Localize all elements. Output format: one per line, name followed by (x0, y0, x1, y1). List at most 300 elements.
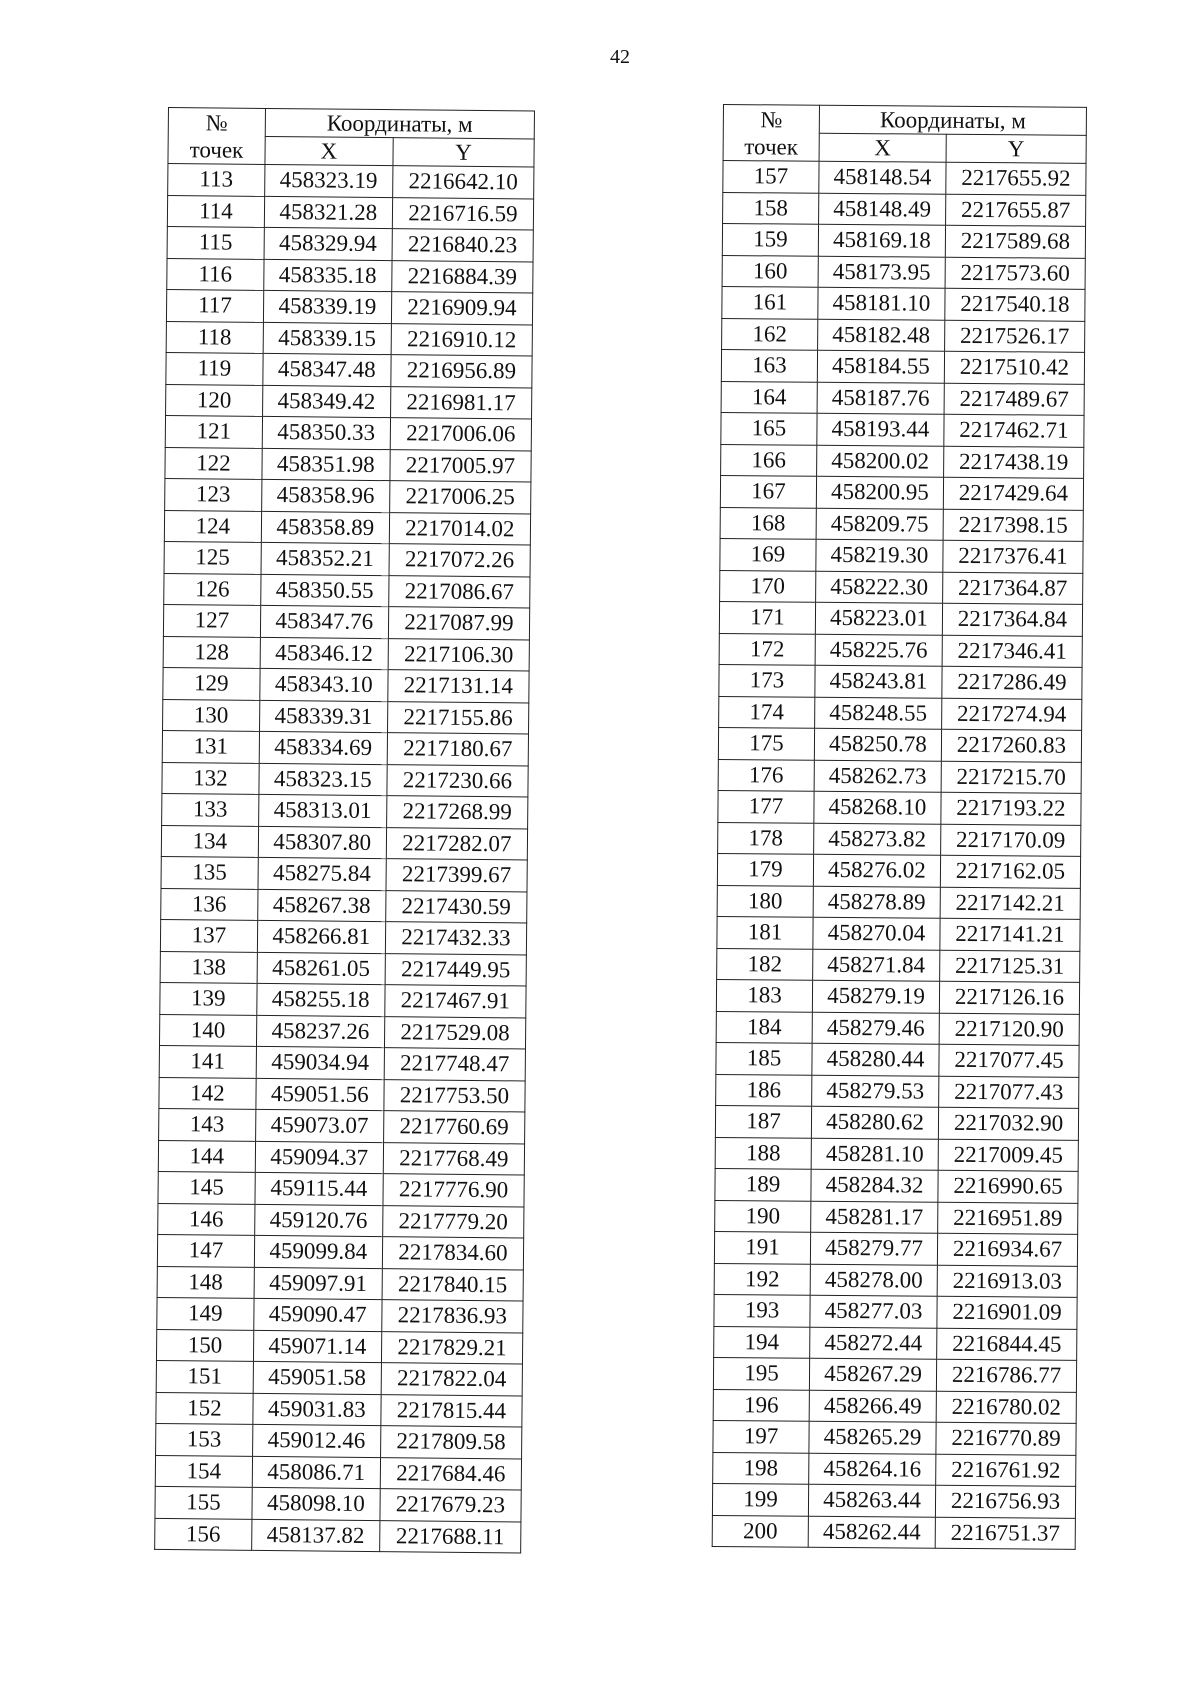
x-coordinate-cell: 458334.69 (259, 731, 387, 764)
point-number-cell: 119 (166, 352, 263, 384)
table-row (165, 447, 531, 482)
y-coordinate-cell: 2217655.87 (946, 194, 1086, 227)
point-number-cell: 198 (713, 1452, 809, 1484)
point-number-cell: 150 (156, 1329, 253, 1361)
table-row (155, 1486, 521, 1521)
table-row (723, 192, 1086, 226)
table-row (712, 1515, 1075, 1549)
coordinates-table-right (712, 104, 1087, 1550)
y-coordinate-cell: 2217087.99 (388, 607, 529, 640)
x-coordinate-cell: 458350.33 (262, 416, 390, 449)
x-coordinate-cell: 458339.19 (263, 290, 391, 323)
table-row (167, 226, 533, 261)
point-number-cell: 189 (715, 1168, 811, 1200)
table-row (718, 822, 1081, 856)
table-row (713, 1452, 1076, 1486)
y-coordinate-cell: 2217679.23 (380, 1489, 521, 1522)
x-coordinate-cell: 458347.76 (260, 605, 388, 638)
y-coordinate-cell: 2216990.65 (938, 1170, 1078, 1203)
x-coordinate-cell: 458266.81 (257, 920, 385, 953)
table-row (715, 1137, 1078, 1171)
y-coordinate-cell: 2217429.64 (943, 477, 1083, 510)
point-number-cell: 193 (714, 1294, 810, 1326)
x-coordinate-cell: 458329.94 (264, 227, 392, 260)
y-coordinate-cell: 2217376.41 (943, 540, 1083, 573)
point-number-cell: 120 (166, 384, 263, 416)
table-row (714, 1263, 1077, 1297)
y-coordinate-cell: 2217193.22 (941, 792, 1081, 825)
table-row (166, 384, 532, 419)
table-row (718, 759, 1081, 793)
table-row (158, 1171, 524, 1206)
table-row (721, 412, 1084, 446)
table-row (158, 1140, 524, 1175)
table-row (712, 1483, 1075, 1517)
table-row (722, 255, 1085, 289)
y-coordinate-cell: 2217573.60 (945, 257, 1085, 290)
point-number-cell: 162 (722, 318, 818, 350)
point-number-cell: 200 (712, 1515, 808, 1547)
point-number-cell: 129 (163, 667, 260, 699)
table-row (161, 856, 527, 891)
point-number-cell: 182 (717, 948, 813, 980)
point-number-cell: 181 (717, 916, 813, 948)
table-row (722, 286, 1085, 320)
x-coordinate-cell: 458278.00 (810, 1264, 937, 1296)
y-coordinate-cell: 2216934.67 (937, 1233, 1077, 1266)
y-coordinate-cell: 2217162.05 (940, 855, 1080, 888)
x-coordinate-cell: 458280.44 (812, 1043, 939, 1075)
point-number-cell: 140 (159, 1014, 256, 1046)
table-row (720, 570, 1083, 604)
point-number-cell: 175 (718, 727, 814, 759)
x-coordinate-cell: 458209.75 (816, 508, 943, 540)
y-coordinate-cell: 2217126.16 (939, 981, 1079, 1014)
point-number-cell: 164 (721, 381, 817, 413)
x-coordinate-cell: 458261.05 (257, 952, 385, 985)
x-coordinate-cell: 458200.95 (816, 476, 943, 508)
x-coordinate-cell: 458173.95 (818, 256, 945, 288)
y-coordinate-cell: 2217077.45 (939, 1044, 1079, 1077)
table-row (717, 853, 1080, 887)
point-number-cell: 142 (159, 1077, 256, 1109)
y-coordinate-cell: 2217005.97 (390, 449, 531, 482)
y-coordinate-cell: 2217131.14 (388, 670, 529, 703)
x-coordinate-cell: 458193.44 (817, 413, 944, 445)
table-row (714, 1326, 1077, 1360)
point-number-cell: 134 (161, 825, 258, 857)
y-coordinate-cell: 2216642.10 (392, 166, 533, 199)
x-coordinate-cell: 458223.01 (815, 602, 942, 634)
x-coordinate-cell: 458264.16 (809, 1453, 936, 1485)
table-row (167, 195, 533, 230)
table-body (155, 108, 535, 1553)
point-number-cell: 187 (715, 1105, 811, 1137)
x-column-header: X (819, 133, 946, 162)
x-coordinate-cell: 458307.80 (258, 826, 386, 859)
x-coordinate-cell: 458343.10 (260, 668, 388, 701)
y-coordinate-cell: 2217260.83 (941, 729, 1081, 762)
x-coordinate-cell: 459120.76 (254, 1204, 382, 1237)
y-coordinate-cell: 2217006.25 (389, 481, 530, 514)
x-coordinate-cell: 458148.49 (819, 193, 946, 225)
table-row (715, 1200, 1078, 1234)
x-coordinate-cell: 459090.47 (254, 1298, 382, 1331)
x-coordinate-cell: 458086.71 (252, 1456, 380, 1489)
x-coordinate-cell: 459051.58 (253, 1361, 381, 1394)
y-coordinate-cell: 2217760.69 (383, 1111, 524, 1144)
point-number-cell: 176 (718, 759, 814, 791)
x-coordinate-cell: 458281.17 (811, 1201, 938, 1233)
table-row (161, 825, 527, 860)
y-coordinate-cell: 2217776.90 (383, 1174, 524, 1207)
table-row (163, 604, 529, 639)
x-coordinate-cell: 458275.84 (258, 857, 386, 890)
table-row (160, 982, 526, 1017)
x-coordinate-cell: 459073.07 (255, 1109, 383, 1142)
point-number-cell: 126 (164, 573, 261, 605)
y-coordinate-cell: 2217467.91 (385, 985, 526, 1018)
table-row (721, 381, 1084, 415)
point-number-cell: 191 (714, 1231, 810, 1263)
x-coordinate-cell: 458200.02 (817, 445, 944, 477)
y-coordinate-cell: 2217655.92 (946, 162, 1086, 195)
point-number-cell: 163 (721, 349, 817, 381)
table-row (713, 1357, 1076, 1391)
x-coordinate-cell: 458276.02 (813, 854, 940, 886)
x-coordinate-cell: 458323.19 (264, 164, 392, 197)
x-coordinate-cell: 459115.44 (255, 1172, 383, 1205)
x-column-header: X (265, 136, 393, 165)
table-row (717, 885, 1080, 919)
x-coordinate-cell: 458313.01 (258, 794, 386, 827)
point-number-cell: 153 (156, 1423, 253, 1455)
y-coordinate-cell: 2217032.90 (938, 1107, 1078, 1140)
number-symbol: № (760, 106, 783, 132)
y-coordinate-cell: 2216761.92 (936, 1454, 1076, 1487)
point-number-cell: 171 (719, 601, 815, 633)
table-row (159, 1014, 525, 1049)
x-coordinate-cell: 459094.37 (255, 1141, 383, 1174)
table-row (168, 164, 534, 199)
point-number-cell: 177 (718, 790, 814, 822)
table-row (167, 258, 533, 293)
y-coordinate-cell: 2217836.93 (382, 1300, 523, 1333)
point-number-cell: 127 (163, 604, 260, 636)
table-row (157, 1297, 523, 1332)
table-row (721, 349, 1084, 383)
point-number-cell: 122 (165, 447, 262, 479)
point-number-cell: 131 (162, 730, 259, 762)
point-number-cell: 116 (167, 258, 264, 290)
point-number-cell: 118 (166, 321, 263, 353)
table-row (166, 289, 532, 324)
y-coordinate-cell: 2217398.15 (943, 509, 1083, 542)
x-coordinate-cell: 458277.03 (810, 1295, 937, 1327)
point-number-cell: 138 (160, 951, 257, 983)
point-number-cell: 188 (715, 1137, 811, 1169)
table-row (716, 979, 1079, 1013)
table-row (715, 1168, 1078, 1202)
table-body (712, 105, 1086, 1550)
x-coordinate-cell: 458339.31 (259, 700, 387, 733)
x-coordinate-cell: 458181.10 (818, 287, 945, 319)
y-coordinate-cell: 2217155.86 (387, 701, 528, 734)
x-coordinate-cell: 458184.55 (817, 350, 944, 382)
x-coordinate-cell: 458321.28 (264, 196, 392, 229)
table-row (722, 224, 1085, 258)
coordinates-header: Координаты, м (819, 105, 1086, 135)
point-number-cell: 156 (155, 1518, 252, 1550)
point-number-cell: 157 (723, 161, 819, 193)
y-coordinate-cell: 2217142.21 (940, 887, 1080, 920)
x-coordinate-cell: 458270.04 (813, 917, 940, 949)
header-row-top (723, 105, 1086, 136)
x-coordinate-cell: 458222.30 (816, 571, 943, 603)
page-number: 42 (610, 46, 630, 68)
points-word: точек (744, 133, 799, 160)
x-coordinate-cell: 459034.94 (256, 1046, 384, 1079)
y-coordinate-cell: 2216786.77 (936, 1359, 1076, 1392)
y-coordinate-cell: 2216780.02 (936, 1391, 1076, 1424)
y-coordinate-cell: 2217086.67 (389, 575, 530, 608)
x-coordinate-cell: 458250.78 (814, 728, 941, 760)
point-number-cell: 168 (720, 507, 816, 539)
y-coordinate-cell: 2217286.49 (942, 666, 1082, 699)
y-column-header: Y (393, 138, 534, 167)
x-coordinate-cell: 459071.14 (253, 1330, 381, 1363)
y-coordinate-cell: 2217006.06 (390, 418, 531, 451)
point-number-cell: 165 (721, 412, 817, 444)
point-number-cell: 114 (167, 195, 264, 227)
x-coordinate-cell: 458284.32 (811, 1169, 938, 1201)
table-row (719, 633, 1082, 667)
y-coordinate-cell: 2217529.08 (384, 1016, 525, 1049)
y-column-header: Y (946, 134, 1086, 163)
table-row (720, 475, 1083, 509)
table-row (162, 793, 528, 828)
x-coordinate-cell: 458352.21 (261, 542, 389, 575)
y-coordinate-cell: 2216909.94 (391, 292, 532, 325)
y-coordinate-cell: 2217840.15 (382, 1268, 523, 1301)
point-number-cell: 196 (713, 1389, 809, 1421)
point-number-cell: 185 (716, 1042, 812, 1074)
y-coordinate-cell: 2216756.93 (935, 1485, 1075, 1518)
point-number-cell: 186 (716, 1074, 812, 1106)
y-coordinate-cell: 2217215.70 (941, 761, 1081, 794)
y-coordinate-cell: 2216910.12 (391, 323, 532, 356)
point-number-cell: 151 (156, 1360, 253, 1392)
table-row (718, 727, 1081, 761)
point-number-cell: 148 (157, 1266, 254, 1298)
y-coordinate-cell: 2217510.42 (944, 351, 1084, 384)
point-number-cell: 166 (721, 444, 817, 476)
point-number-cell: 149 (157, 1297, 254, 1329)
y-coordinate-cell: 2217170.09 (941, 824, 1081, 857)
y-coordinate-cell: 2217768.49 (383, 1142, 524, 1175)
table-row (156, 1360, 522, 1395)
x-coordinate-cell: 458187.76 (817, 382, 944, 414)
table-row (718, 790, 1081, 824)
x-coordinate-cell: 458182.48 (818, 319, 945, 351)
x-coordinate-cell: 458347.48 (263, 353, 391, 386)
y-coordinate-cell: 2217346.41 (942, 635, 1082, 668)
x-coordinate-cell: 458255.18 (257, 983, 385, 1016)
header-row-top (168, 108, 534, 140)
y-coordinate-cell: 2217589.68 (945, 225, 1085, 258)
point-number-cell: 173 (719, 664, 815, 696)
table-row (722, 318, 1085, 352)
x-coordinate-cell: 458225.76 (815, 634, 942, 666)
point-number-cell: 113 (168, 164, 265, 196)
y-coordinate-cell: 2217834.60 (382, 1237, 523, 1270)
point-number-header (168, 108, 265, 165)
table-row (158, 1203, 524, 1238)
point-number-cell: 180 (717, 885, 813, 917)
x-coordinate-cell: 458169.18 (818, 224, 945, 256)
y-coordinate-cell: 2217399.67 (386, 859, 527, 892)
point-number-cell: 137 (160, 919, 257, 951)
coordinates-table-left (154, 107, 535, 1553)
x-coordinate-cell: 458346.12 (260, 637, 388, 670)
y-coordinate-cell: 2217268.99 (386, 796, 527, 829)
y-coordinate-cell: 2217364.84 (942, 603, 1082, 636)
y-coordinate-cell: 2216844.45 (937, 1328, 1077, 1361)
y-coordinate-cell: 2216751.37 (935, 1517, 1075, 1550)
table-row (156, 1423, 522, 1458)
y-coordinate-cell: 2216951.89 (938, 1202, 1078, 1235)
table-row (716, 1074, 1079, 1108)
table-row (159, 1077, 525, 1112)
table-row (717, 916, 1080, 950)
x-coordinate-cell: 458279.46 (812, 1012, 939, 1044)
x-coordinate-cell: 459031.83 (253, 1393, 381, 1426)
x-coordinate-cell: 458278.89 (813, 886, 940, 918)
point-number-cell: 167 (720, 475, 816, 507)
x-coordinate-cell: 458263.44 (808, 1484, 935, 1516)
x-coordinate-cell: 459099.84 (254, 1235, 382, 1268)
x-coordinate-cell: 458351.98 (262, 448, 390, 481)
table-row (157, 1266, 523, 1301)
point-number-cell: 115 (167, 226, 264, 258)
table-row (719, 601, 1082, 635)
point-number-cell: 144 (158, 1140, 255, 1172)
y-coordinate-cell: 2217526.17 (945, 320, 1085, 353)
table-row (155, 1455, 521, 1490)
point-number-cell: 159 (722, 224, 818, 256)
x-coordinate-cell: 458273.82 (814, 823, 941, 855)
y-coordinate-cell: 2217822.04 (381, 1363, 522, 1396)
y-coordinate-cell: 2217779.20 (382, 1205, 523, 1238)
table-row (713, 1420, 1076, 1454)
point-number-cell: 128 (163, 636, 260, 668)
point-number-cell: 130 (163, 699, 260, 731)
table-row (159, 1108, 525, 1143)
y-coordinate-cell: 2217449.95 (385, 953, 526, 986)
table-row (720, 538, 1083, 572)
x-coordinate-cell: 458349.42 (262, 385, 390, 418)
y-coordinate-cell: 2217438.19 (944, 446, 1084, 479)
y-coordinate-cell: 2216716.59 (392, 197, 533, 230)
point-number-cell: 195 (713, 1357, 809, 1389)
x-coordinate-cell: 458237.26 (256, 1015, 384, 1048)
point-number-cell: 135 (161, 856, 258, 888)
point-number-cell: 139 (160, 982, 257, 1014)
table-row (165, 415, 531, 450)
y-coordinate-cell: 2217688.11 (379, 1520, 520, 1553)
y-coordinate-cell: 2217106.30 (388, 638, 529, 671)
x-coordinate-cell: 458137.82 (251, 1519, 379, 1552)
x-coordinate-cell: 458148.54 (819, 161, 946, 193)
y-coordinate-cell: 2217364.87 (943, 572, 1083, 605)
table-row (162, 762, 528, 797)
point-number-cell: 179 (717, 853, 813, 885)
point-number-cell: 124 (164, 510, 261, 542)
y-coordinate-cell: 2216956.89 (391, 355, 532, 388)
x-coordinate-cell: 458219.30 (816, 539, 943, 571)
x-coordinate-cell: 458248.55 (815, 697, 942, 729)
points-word: точек (189, 136, 244, 163)
number-symbol: № (205, 109, 228, 136)
point-number-cell: 133 (162, 793, 259, 825)
x-coordinate-cell: 458279.53 (812, 1075, 939, 1107)
point-number-cell: 192 (714, 1263, 810, 1295)
x-coordinate-cell: 458280.62 (811, 1106, 938, 1138)
point-number-cell: 147 (157, 1234, 254, 1266)
point-number-cell: 172 (719, 633, 815, 665)
point-number-cell: 197 (713, 1420, 809, 1452)
point-number-cell: 194 (714, 1326, 810, 1358)
x-coordinate-cell: 458335.18 (264, 259, 392, 292)
point-number-cell: 174 (719, 696, 815, 728)
point-number-cell: 152 (156, 1392, 253, 1424)
table-row (715, 1105, 1078, 1139)
table-row (163, 636, 529, 671)
x-coordinate-cell: 458243.81 (815, 665, 942, 697)
y-coordinate-cell: 2217753.50 (384, 1079, 525, 1112)
y-coordinate-cell: 2217748.47 (384, 1048, 525, 1081)
x-coordinate-cell: 458271.84 (813, 949, 940, 981)
point-number-cell: 183 (716, 979, 812, 1011)
table-row (719, 696, 1082, 730)
x-coordinate-cell: 458098.10 (252, 1487, 380, 1520)
y-coordinate-cell: 2216981.17 (390, 386, 531, 419)
y-coordinate-cell: 2217014.02 (389, 512, 530, 545)
table-row (164, 573, 530, 608)
point-number-cell: 141 (159, 1045, 256, 1077)
table-row (163, 667, 529, 702)
x-coordinate-cell: 458281.10 (811, 1138, 938, 1170)
point-number-cell: 145 (158, 1171, 255, 1203)
table-row (164, 541, 530, 576)
x-coordinate-cell: 458358.96 (261, 479, 389, 512)
y-coordinate-cell: 2217489.67 (944, 383, 1084, 416)
point-number-cell: 132 (162, 762, 259, 794)
x-coordinate-cell: 458323.15 (259, 763, 387, 796)
y-coordinate-cell: 2217432.33 (385, 922, 526, 955)
table-row (162, 730, 528, 765)
x-coordinate-cell: 458267.38 (257, 889, 385, 922)
x-coordinate-cell: 458266.49 (809, 1390, 936, 1422)
y-coordinate-cell: 2217120.90 (939, 1013, 1079, 1046)
point-number-cell: 125 (164, 541, 261, 573)
table-row (166, 321, 532, 356)
point-number-cell: 146 (158, 1203, 255, 1235)
table-row (719, 664, 1082, 698)
y-coordinate-cell: 2216884.39 (392, 260, 533, 293)
y-coordinate-cell: 2217462.71 (944, 414, 1084, 447)
table-row (716, 1011, 1079, 1045)
